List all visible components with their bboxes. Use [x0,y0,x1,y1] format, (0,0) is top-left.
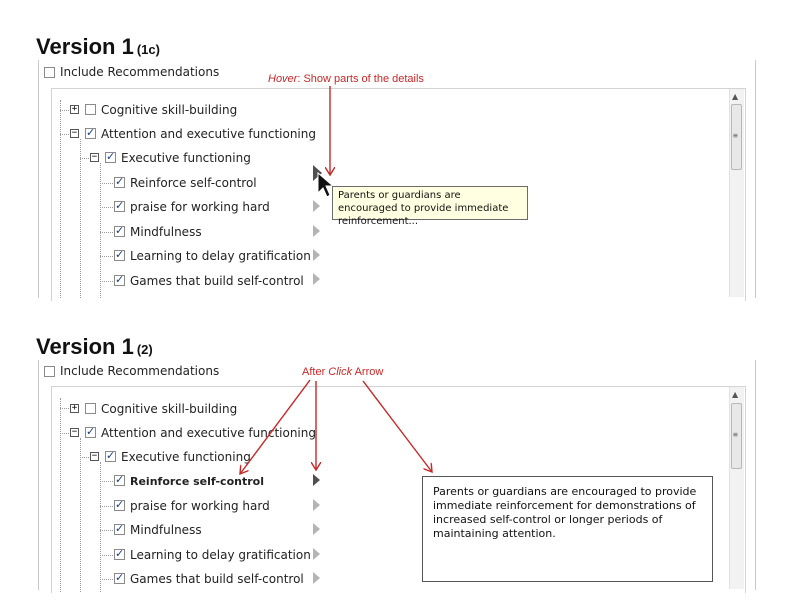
tree-item-label[interactable]: Cognitive skill-building [101,402,238,416]
version-title: Version 1 [36,34,134,59]
tree-item-label-selected[interactable]: Reinforce self-control [130,475,264,488]
tree-checkbox[interactable] [105,152,116,163]
tree-checkbox[interactable] [85,427,96,438]
click-annotation [302,366,383,378]
version-2-heading [36,334,153,360]
triangle-right-icon[interactable] [313,572,320,584]
scroll-up-icon[interactable]: ▲ [732,92,739,101]
tree-item-label[interactable]: Attention and executive functioning [101,426,316,440]
tree-item-label[interactable]: Attention and executive functioning [101,127,316,141]
tree-checkbox[interactable] [114,201,125,212]
tree-checkbox[interactable] [114,549,125,560]
scroll-grip-icon: ≡ [733,131,738,140]
triangle-right-icon[interactable] [313,249,320,261]
version-subtitle: (2) [136,342,153,357]
tree-item-label[interactable]: Executive functioning [121,450,251,464]
tree-item-label[interactable]: praise for working hard [130,499,270,513]
include-recommendations-checkbox[interactable] [44,366,55,377]
include-recommendations-checkbox[interactable] [44,67,55,78]
annotation-text: After [302,366,329,378]
tree-checkbox[interactable] [105,451,116,462]
tree-checkbox[interactable] [114,573,125,584]
include-recommendations-label: Include Recommendations [60,364,220,378]
annotation-italic: Hover [268,73,298,85]
tree-checkbox[interactable] [114,275,125,286]
tree-checkbox[interactable] [114,500,125,511]
triangle-right-icon[interactable] [313,165,322,181]
tree-item-label[interactable]: Learning to delay gratification [130,548,311,562]
tree-checkbox[interactable] [85,128,96,139]
tree-item-label[interactable]: Mindfulness [130,225,202,239]
minus-box-icon[interactable]: − [91,152,98,162]
tree-checkbox[interactable] [114,177,125,188]
triangle-right-icon[interactable] [313,474,320,486]
triangle-right-icon[interactable] [313,225,320,237]
tree-checkbox[interactable] [114,226,125,237]
triangle-right-icon[interactable] [313,273,320,285]
annotation-italic: Click [328,366,353,378]
triangle-right-icon[interactable] [313,523,320,535]
annotation-text: Arrow [352,366,384,378]
scroll-up-icon[interactable]: ▲ [732,390,739,399]
tree-item-label[interactable]: Executive functioning [121,151,251,165]
tree-checkbox[interactable] [114,524,125,535]
tree-item-label[interactable]: Games that build self-control [130,274,304,288]
tree-item-label[interactable]: Cognitive skill-building [101,103,238,117]
hover-tooltip: Parents or guardians are encouraged to provide immediate reinforcement... [332,186,528,220]
include-recommendations-label: Include Recommendations [60,65,220,79]
minus-box-icon[interactable]: − [71,427,78,437]
version-subtitle: (1c) [136,42,160,57]
plus-box-icon[interactable]: + [71,403,78,413]
recommendation-detail-panel: Parents or guardians are encouraged to provide immediate reinforcement for demonstrations of increased self-control or longer periods of maintaining attention. [422,476,713,582]
tree-item-label[interactable]: Games that build self-control [130,572,304,586]
plus-box-icon[interactable]: + [71,104,78,114]
version-title: Version 1 [36,334,134,359]
triangle-right-icon[interactable] [313,548,320,560]
tree-item-label[interactable]: Learning to delay gratification [130,249,311,263]
annotation-text: : Show parts of the details [297,73,424,85]
hover-annotation [268,73,424,85]
minus-box-icon[interactable]: − [71,128,78,138]
tree-item-label[interactable]: Mindfulness [130,523,202,537]
tree-item-label[interactable]: praise for working hard [130,200,270,214]
tree-checkbox[interactable] [85,403,96,414]
tree-checkbox[interactable] [114,475,125,486]
tree-checkbox[interactable] [114,250,125,261]
triangle-right-icon[interactable] [313,499,320,511]
triangle-right-icon[interactable] [313,200,320,212]
minus-box-icon[interactable]: − [91,451,98,461]
version-1c-heading [36,34,160,60]
scroll-grip-icon: ≡ [733,430,738,439]
tree-item-label[interactable]: Reinforce self-control [130,176,257,190]
tree-checkbox[interactable] [85,104,96,115]
